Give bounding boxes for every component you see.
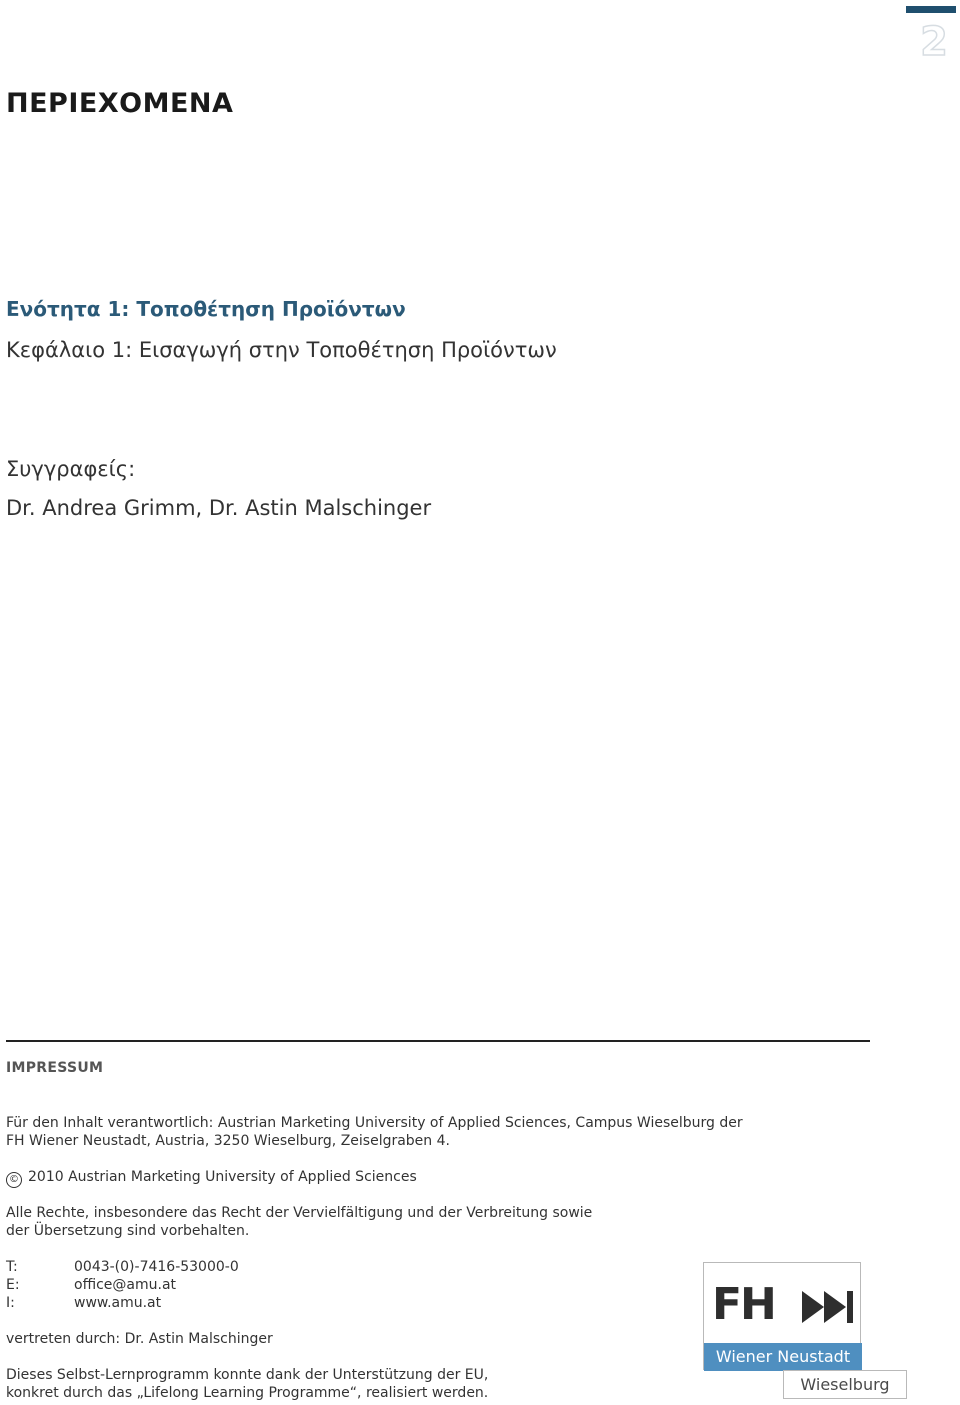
fast-forward-icon — [800, 1289, 856, 1325]
logo-top-panel — [703, 1262, 861, 1370]
contact-key: T: — [6, 1259, 18, 1275]
rights-line-2: der Übersetzung sind vorbehalten. — [6, 1223, 250, 1239]
contact-value[interactable]: office@amu.at — [74, 1277, 177, 1293]
toc-heading: ΠΕΡΙΕΧΟΜΕΝΑ — [6, 88, 234, 119]
contact-phone — [6, 1258, 239, 1276]
responsibility-line-2: FH Wiener Neustadt, Austria, 3250 Wieselburg, Zeiselgraben 4. — [6, 1133, 450, 1149]
imprint-heading: IMPRESSUM — [6, 1060, 104, 1076]
chapter-title: Κεφάλαιο 1: Εισαγωγή στην Τοποθέτηση Προϊόντων — [6, 338, 557, 362]
funding-line-2: konkret durch das „Lifelong Learning Programme“, realisiert werden. — [6, 1385, 489, 1401]
section-divider — [6, 1040, 870, 1042]
rights-line-1: Alle Rechte, insbesondere das Recht der Vervielfältigung und der Verbreitung sowie — [6, 1205, 593, 1221]
copyright-icon: © — [6, 1172, 22, 1188]
contact-key: E: — [6, 1277, 20, 1293]
contact-value: 0043-(0)-7416-53000-0 — [74, 1259, 239, 1275]
authors-names: Dr. Andrea Grimm, Dr. Astin Malschinger — [6, 496, 432, 520]
contact-email — [6, 1276, 176, 1294]
contact-key: I: — [6, 1295, 15, 1311]
authors-label: Συγγραφείς: — [6, 457, 136, 481]
page-number: 2 — [920, 19, 948, 65]
represented-by: vertreten durch: Dr. Astin Malschinger — [6, 1331, 273, 1347]
logo-campus-label: Wieselburg — [783, 1370, 907, 1399]
logo-city-banner: Wiener Neustadt — [704, 1343, 862, 1371]
copyright-text: 2010 Austrian Marketing University of Applied Sciences — [28, 1169, 417, 1185]
unit-title: Ενότητα 1: Τοποθέτηση Προϊόντων — [6, 297, 406, 321]
funding-line-1: Dieses Selbst-Lernprogramm konnte dank der Unterstützung der EU, — [6, 1367, 489, 1383]
page-number-bar — [906, 6, 956, 13]
logo-fh-text: FH — [712, 1279, 775, 1330]
responsibility-line-1: Für den Inhalt verantwortlich: Austrian Marketing University of Applied Sciences, Campus Wieselburg der — [6, 1115, 743, 1131]
contact-value[interactable]: www.amu.at — [74, 1295, 162, 1311]
copyright-line — [6, 1168, 417, 1188]
fh-wiener-neustadt-logo — [703, 1262, 908, 1399]
contact-website — [6, 1294, 161, 1312]
